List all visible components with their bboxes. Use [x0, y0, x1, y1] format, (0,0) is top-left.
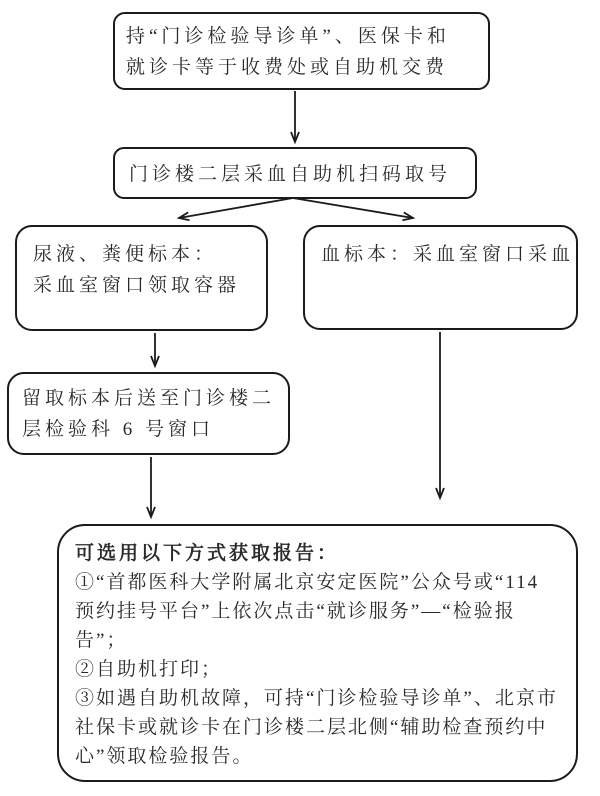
node-payment-line1: 持“门诊检验导诊单”、医保卡和	[126, 26, 450, 47]
node-blood-sample-line1: 血标本：采血室窗口采血	[321, 244, 575, 265]
node-urine-stool-sample-line1: 尿液、粪便标本：	[33, 244, 218, 265]
report-item-3: ③如遇自助机故障，可持“门诊检验导诊单”、北京市社保卡或就诊卡在门诊楼二层北侧“辅助检查预约中心”领取检验报告。	[75, 688, 558, 767]
node-deliver-sample-line1: 留取标本后送至门诊楼二	[22, 388, 276, 409]
node-payment-line2: 就诊卡等于收费处或自助机交费	[126, 57, 449, 78]
node-payment	[113, 12, 490, 90]
report-item-1: ①“首都医科大学附属北京安定医院”公众号或“114预约挂号平台”上依次点击“就诊服务”—“检验报告”；	[75, 572, 540, 651]
node-urine-stool-sample-line2: 采血室窗口领取容器	[33, 275, 241, 296]
report-item-2: ②自助机打印；	[75, 659, 223, 680]
arrow-scan-to-blood-icon	[293, 198, 413, 218]
node-scan-ticket	[113, 147, 477, 199]
arrow-scan-to-urine-icon	[179, 198, 293, 218]
node-deliver-sample-line2: 层检验科 6 号窗口	[22, 419, 215, 440]
node-scan-ticket-line1: 门诊楼二层采血自助机扫码取号	[129, 164, 452, 185]
node-deliver-sample	[7, 372, 290, 455]
node-get-report	[57, 524, 578, 782]
node-blood-sample	[303, 225, 578, 330]
report-title: 可选用以下方式获取报告：	[75, 543, 340, 564]
node-urine-stool-sample	[15, 225, 268, 331]
